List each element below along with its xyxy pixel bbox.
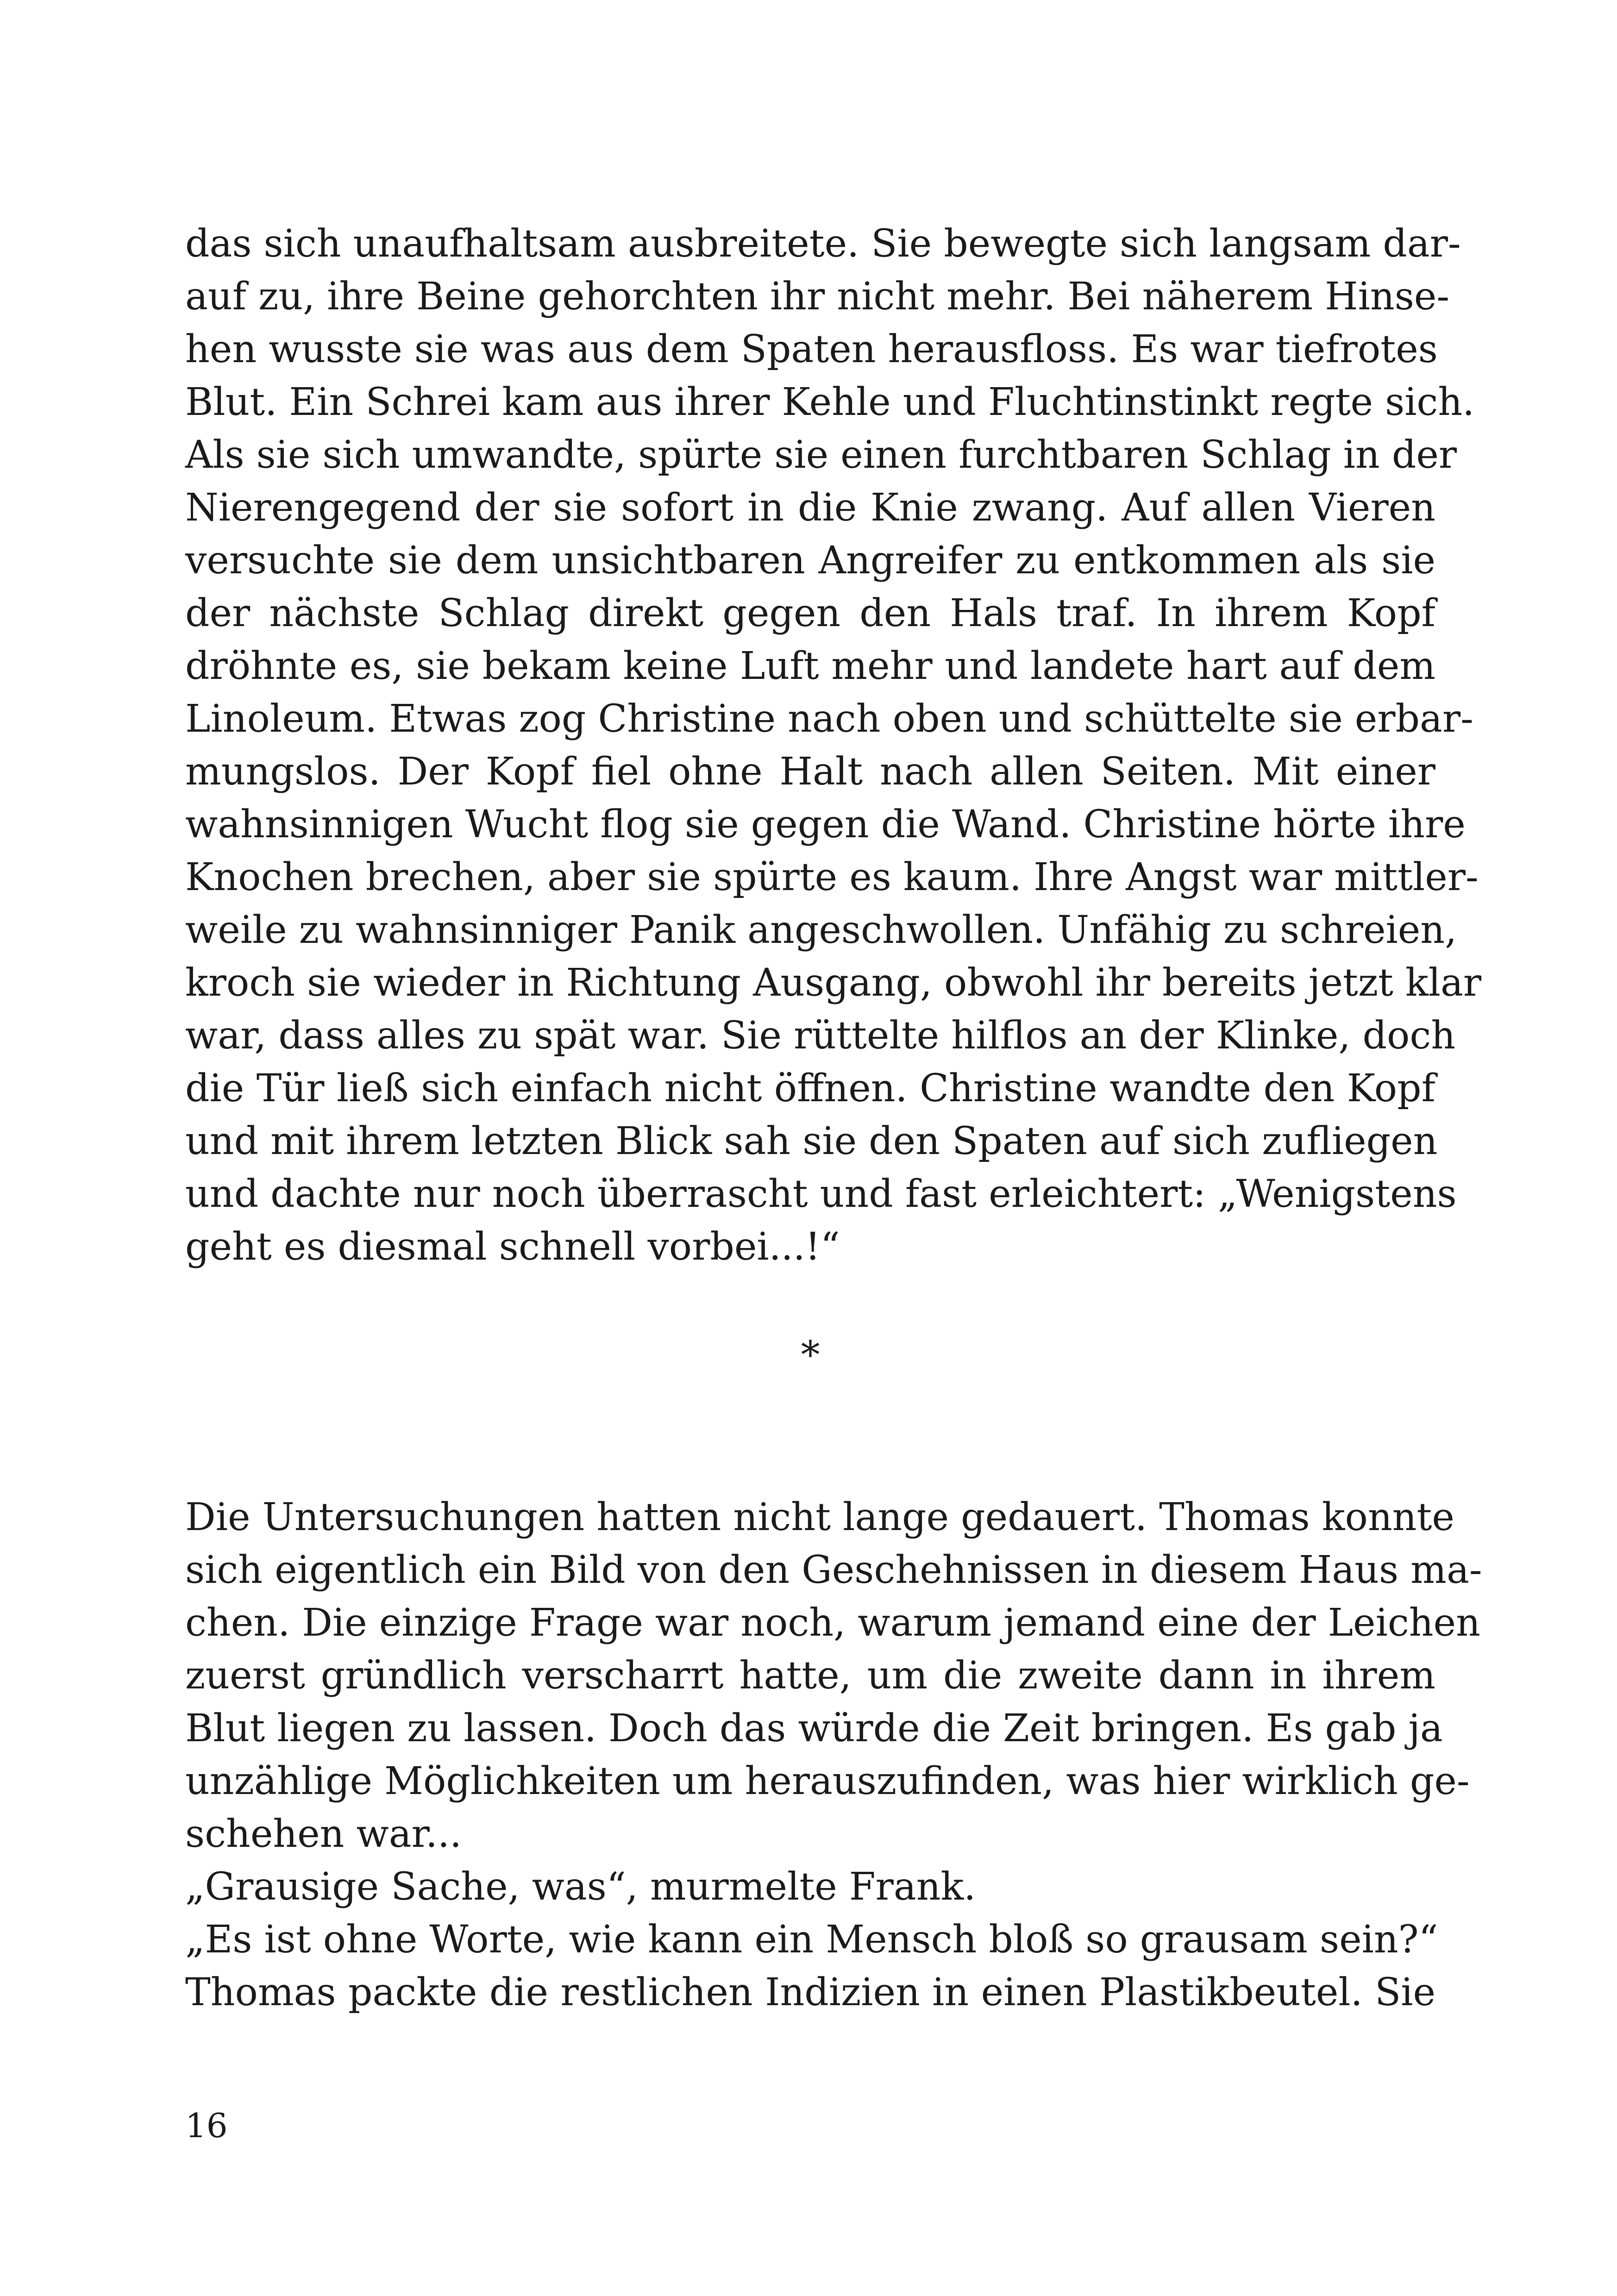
text-line: Nierengegend der sie sofort in die Knie zwang. Auf allen Vieren [185, 486, 1435, 530]
text-line: dröhnte es, sie bekam keine Luft mehr und landete hart auf dem [185, 644, 1435, 688]
text-line: Blut. Ein Schrei kam aus ihrer Kehle und Fluchtinstinkt regte sich. [185, 380, 1475, 424]
text-line: Thomas packte die restlichen Indizien in einen Plastikbeutel. Sie [185, 1970, 1435, 2014]
text-line: geht es diesmal schnell vorbei...!“ [185, 1225, 840, 1269]
text-line: und mit ihrem letzten Blick sah sie den Spaten auf sich zufliegen [185, 1119, 1438, 1163]
text-line: schehen war... [185, 1812, 462, 1856]
text-line: zuerst gründlich verscharrt hatte, um die zweite dann in ihrem [185, 1654, 1435, 1698]
text-line: Linoleum. Etwas zog Christine nach oben und schüttelte sie erbar- [185, 697, 1473, 741]
text-line: hen wusste sie was aus dem Spaten herausfloss. Es war tiefrotes [185, 327, 1438, 371]
text-line: Die Untersuchungen hatten nicht lange gedauert. Thomas konnte [185, 1495, 1454, 1539]
text-line: unzählige Möglichkeiten um herauszufinden, was hier wirklich ge- [185, 1759, 1470, 1803]
text-line: das sich unaufhaltsam ausbreitete. Sie bewegte sich langsam dar- [185, 222, 1461, 266]
text-line: „Es ist ohne Worte, wie kann ein Mensch bloß so grausam sein?“ [185, 1918, 1438, 1962]
section-separator: * [801, 1333, 820, 1377]
text-line: die Tür ließ sich einfach nicht öffnen. Christine wandte den Kopf [185, 1066, 1435, 1110]
text-line: weile zu wahnsinniger Panik angeschwollen. Unfähig zu schreien, [185, 908, 1457, 952]
text-line: Als sie sich umwandte, spürte sie einen furchtbaren Schlag in der [185, 433, 1457, 477]
text-line: versuchte sie dem unsichtbaren Angreifer zu entkommen als sie [185, 539, 1435, 583]
text-line: auf zu, ihre Beine gehorchten ihr nicht mehr. Bei näherem Hinse- [185, 275, 1450, 319]
paragraph-block-2 [185, 1491, 1482, 2019]
text-line: kroch sie wieder in Richtung Ausgang, obwohl ihr bereits jetzt klar [185, 961, 1482, 1005]
page-number: 16 [185, 2106, 228, 2145]
paragraph-block-1 [185, 218, 1482, 1273]
text-line: und dachte nur noch überrascht und fast erleichtert: „Wenigstens [185, 1172, 1457, 1216]
text-line: der nächste Schlag direkt gegen den Hals traf. In ihrem Kopf [185, 591, 1435, 635]
text-line: mungslos. Der Kopf fiel ohne Halt nach allen Seiten. Mit einer [185, 750, 1435, 794]
text-line: sich eigentlich ein Bild von den Geschehnissen in diesem Haus ma- [185, 1548, 1482, 1592]
text-line: Knochen brechen, aber sie spürte es kaum. Ihre Angst war mittler- [185, 855, 1479, 899]
text-line: wahnsinnigen Wucht flog sie gegen die Wand. Christine hörte ihre [185, 803, 1466, 847]
text-line: „Grausige Sache, was“, murmelte Frank. [185, 1865, 976, 1909]
text-line: war, dass alles zu spät war. Sie rüttelte hilflos an der Klinke, doch [185, 1014, 1456, 1058]
text-line: Blut liegen zu lassen. Doch das würde die Zeit bringen. Es gab ja [185, 1706, 1443, 1750]
text-line: chen. Die einzige Frage war noch, warum jemand eine der Leichen [185, 1601, 1480, 1645]
